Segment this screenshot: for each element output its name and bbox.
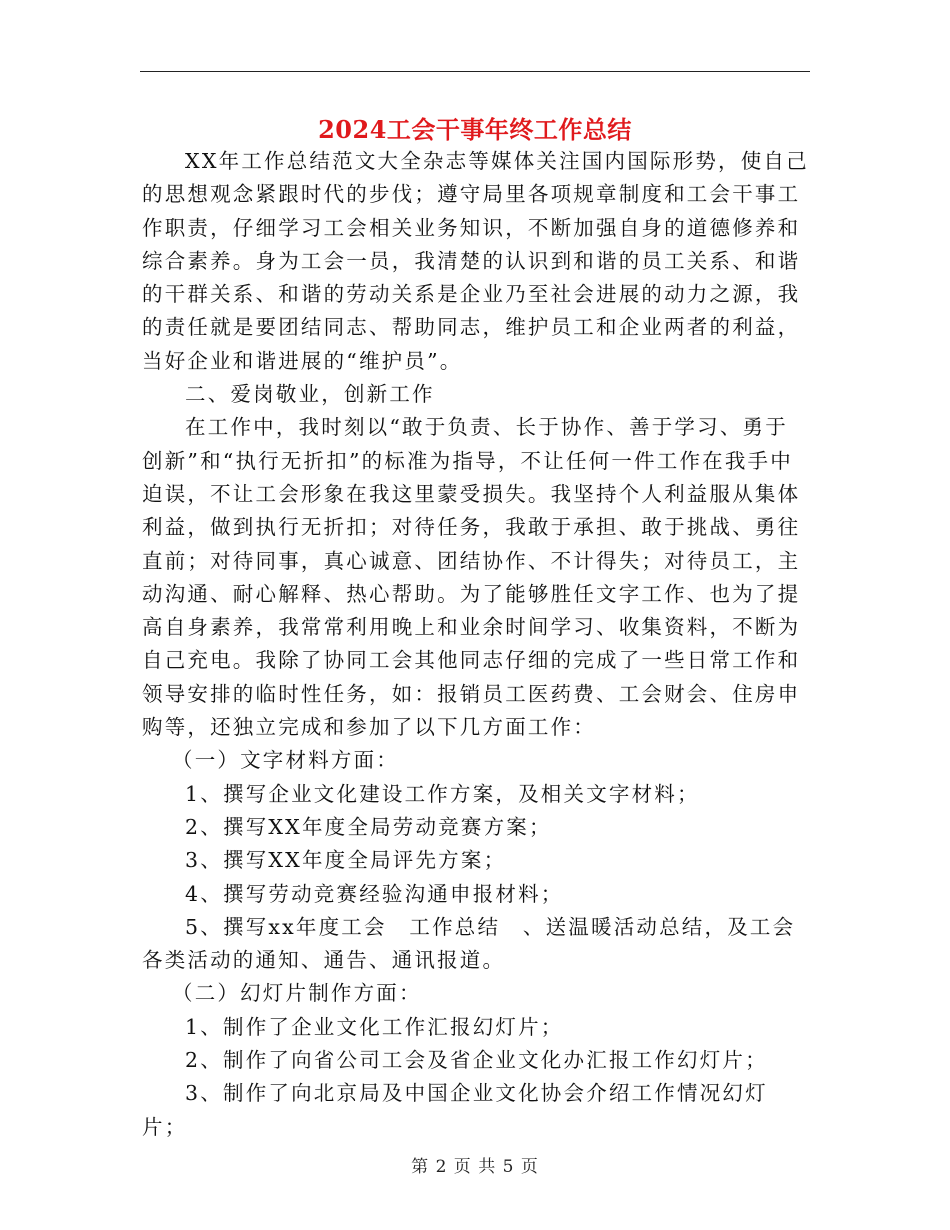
list-item: 4、撰写劳动竞赛经验沟通申报材料；: [185, 881, 564, 906]
section-heading: 二、爱岗敬业，创新工作: [185, 382, 435, 407]
header-rule: [140, 71, 810, 72]
subsection-heading: （一）文字材料方面：: [172, 748, 399, 773]
document-title: 2024工会干事年终工作总结: [318, 115, 632, 144]
page-number: 第 2 页 共 5 页: [411, 1157, 539, 1177]
body-paragraph: 在工作中，我时刻以“敢于负责、长于协作、善于学习、勇于创新”和“执行无折扣”的标准为指导，不让任何一件工作在我手中迫误，不让工会形象在我这里蒙受损失。我坚持个人利益服从集体利益，做到执行无折扣；对待任务，我敢于承担、敢于挑战、勇往直前；对待同事，真心诚意、团结协作、不计得失；对待员工，主动沟通、耐心解释、热心帮助。为了能够胜任文字工作、也为了提高自身素养，我常常利用晚上和业余时间学习、收集资料，不断为自己充电。我除了协同工会其他同志仔细的完成了一些日常工作和领导安排的临时性任务，如：报销员工医药费、工会财会、住房申购等，还独立完成和参加了以下几方面工作：: [142, 415, 801, 740]
document-body: [142, 145, 810, 1144]
subsection-heading: （二）幻灯片制作方面：: [172, 981, 422, 1006]
list-item: 3、制作了向北京局及中国企业文化协会介绍工作情况幻灯片；: [142, 1081, 768, 1139]
intro-paragraph: XX年工作总结范文大全杂志等媒体关注国内国际形势，使自己的思想观念紧跟时代的步伐；遵守局里各项规章制度和工会干事工作职责，仔细学习工会相关业务知识，不断加强自身的道德修养和综合素养。身为工会一员，我清楚的认识到和谐的员工关系、和谐的干群关系、和谐的劳动关系是企业乃至社会进展的动力之源，我的责任就是要团结同志、帮助同志，维护员工和企业两者的利益，当好企业和谐进展的“维护员”。: [142, 149, 809, 373]
list-item: 1、制作了企业文化工作汇报幻灯片；: [185, 1014, 564, 1039]
list-item: 2、撰写XX年度全局劳动竞赛方案；: [185, 814, 552, 839]
list-item: 3、撰写XX年度全局评先方案；: [185, 848, 507, 873]
list-item: 5、撰写xx年度工会 工作总结 、送温暖活动总结，及工会各类活动的通知、通告、通讯报道。: [142, 914, 796, 973]
list-item: 2、制作了向省公司工会及省企业文化办汇报工作幻灯片；: [185, 1048, 768, 1073]
list-item: 1、撰写企业文化建设工作方案，及相关文字材料；: [185, 781, 700, 806]
